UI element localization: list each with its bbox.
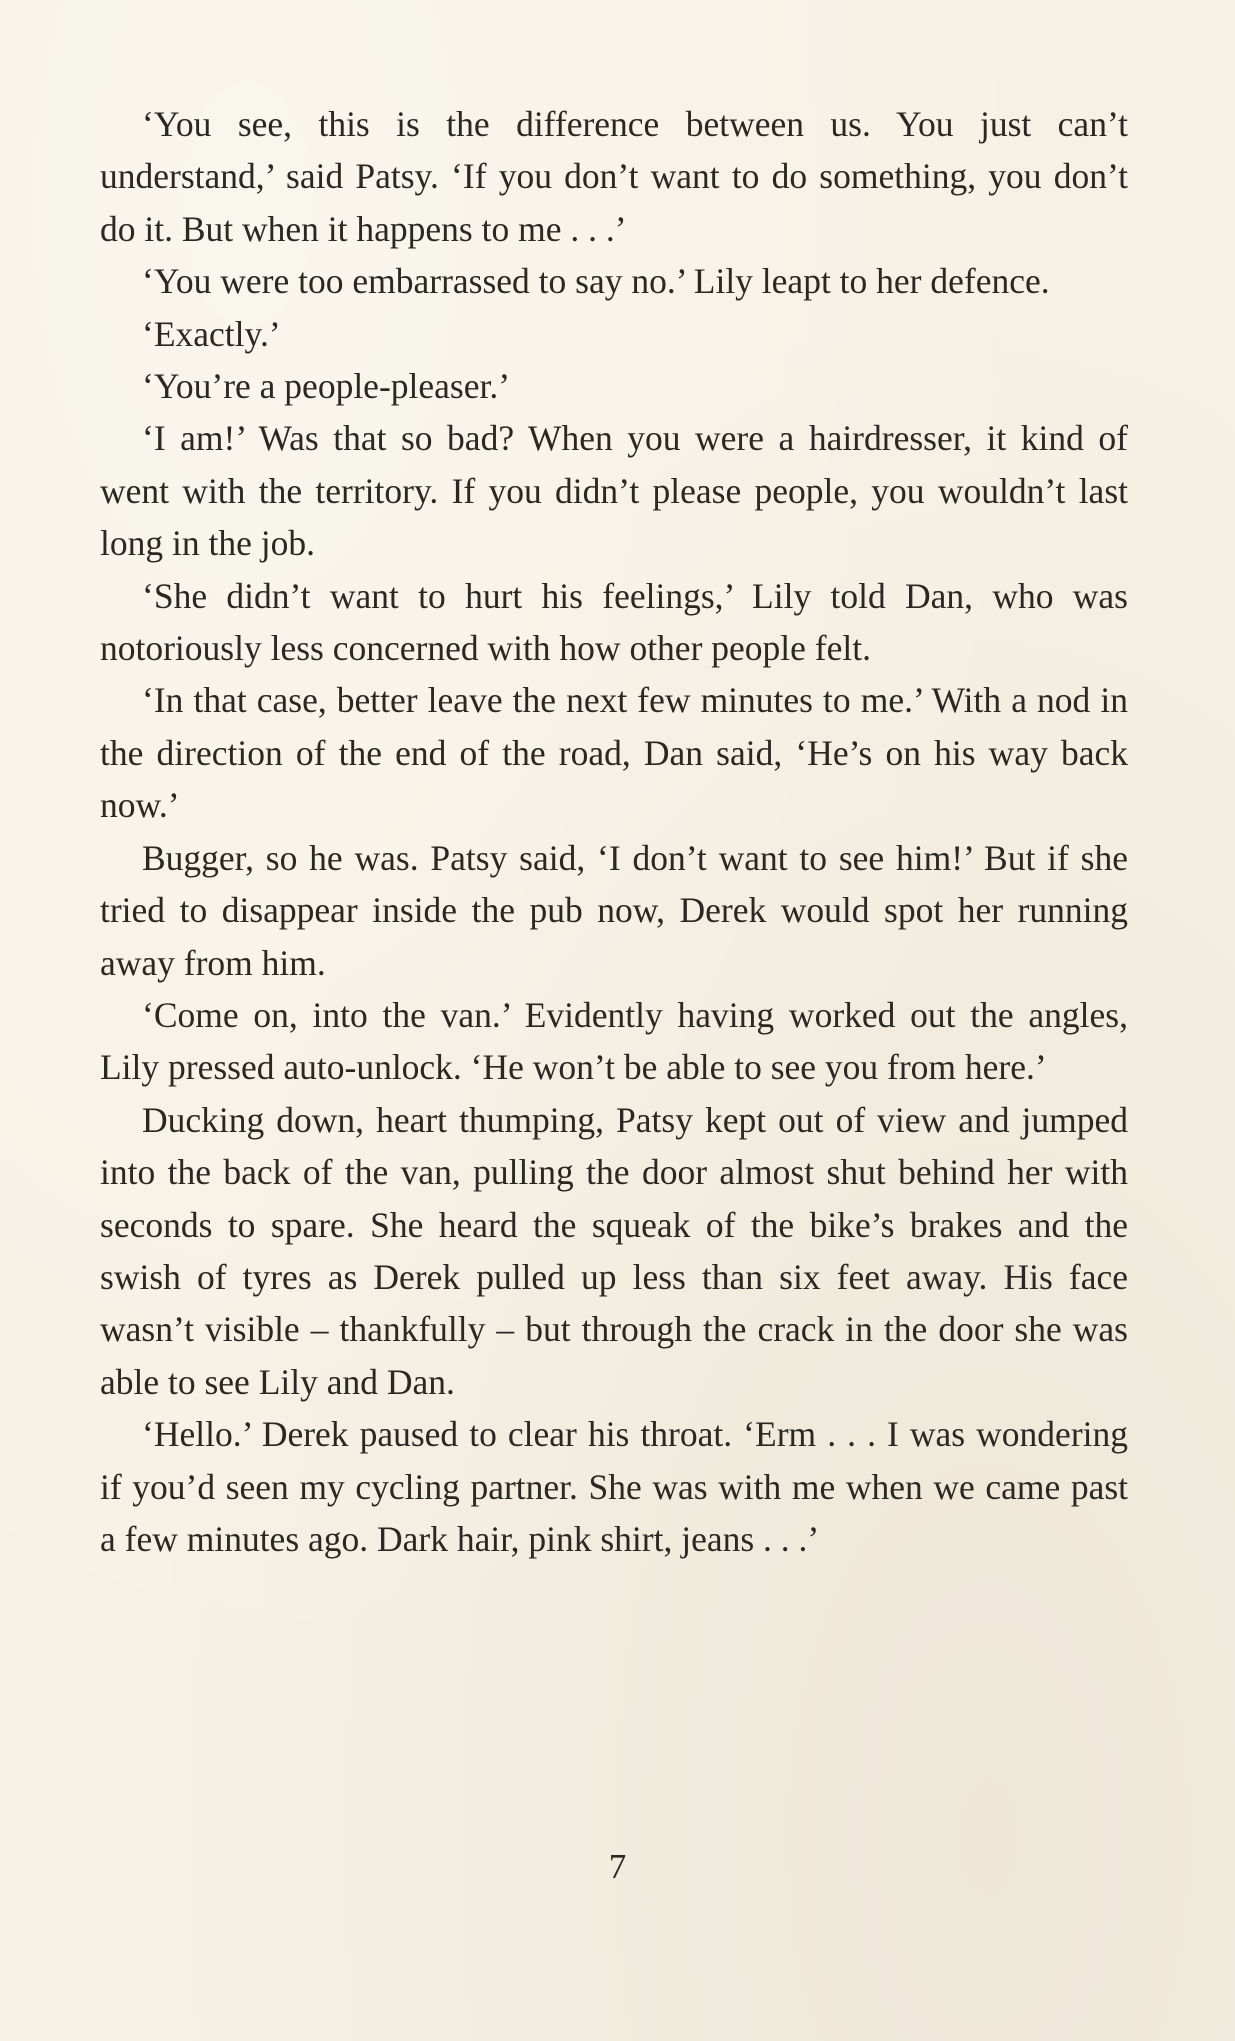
paragraph-9: ‘Come on, into the van.’ Evidently having worked out the angles, Lily pressed auto-unlock. ‘He won’t be able to see you from here.’ [100,994,1128,1088]
paragraph-7: ‘In that case, better leave the next few minutes to me.’ With a nod in the direction of the end of the road, Dan said, ‘He’s on his way back now.’ [100,680,1128,826]
paragraph-3: ‘Exactly.’ [142,313,281,354]
paragraph-10: Ducking down, heart thumping, Patsy kept out of view and jumped into the back of the van, pulling the door almost shut behind her with seconds to spare. She heard the squeak of the bike’s brakes and the swish of tyres as Derek pulled up less than six feet away. His face wasn’t visible – thankfully – but through the crack in the door she was able to see Lily and Dan. [100,1099,1128,1402]
paragraph-11: ‘Hello.’ Derek paused to clear his throat. ‘Erm . . . I was wondering if you’d seen my cycling partner. She was with me when we came past a few minutes ago. Dark hair, pink shirt, jeans . . .’ [100,1414,1128,1559]
body-text [100,98,1128,1565]
paragraph-5: ‘I am!’ Was that so bad? When you were a hairdresser, it kind of went with the territory. If you didn’t please people, you wouldn’t last long in the job. [100,418,1128,564]
paragraph-6: ‘She didn’t want to hurt his feelings,’ Lily told Dan, who was notoriously less concerned with how other people felt. [100,575,1128,669]
paragraph-8: Bugger, so he was. Patsy said, ‘I don’t want to see him!’ But if she tried to disappear inside the pub now, Derek would spot her running away from him. [100,837,1128,983]
page-number: 7 [608,1847,627,1886]
paragraph-1: ‘You see, this is the difference between us. You just can’t understand,’ said Patsy. ‘If you don’t want to do something, you don’t do it. But when it happens to me . . .’ [100,104,1128,249]
paragraph-2: ‘You were too embarrassed to say no.’ Lily leapt to her defence. [142,261,1050,302]
paragraph-4: ‘You’re a people-pleaser.’ [142,366,511,407]
